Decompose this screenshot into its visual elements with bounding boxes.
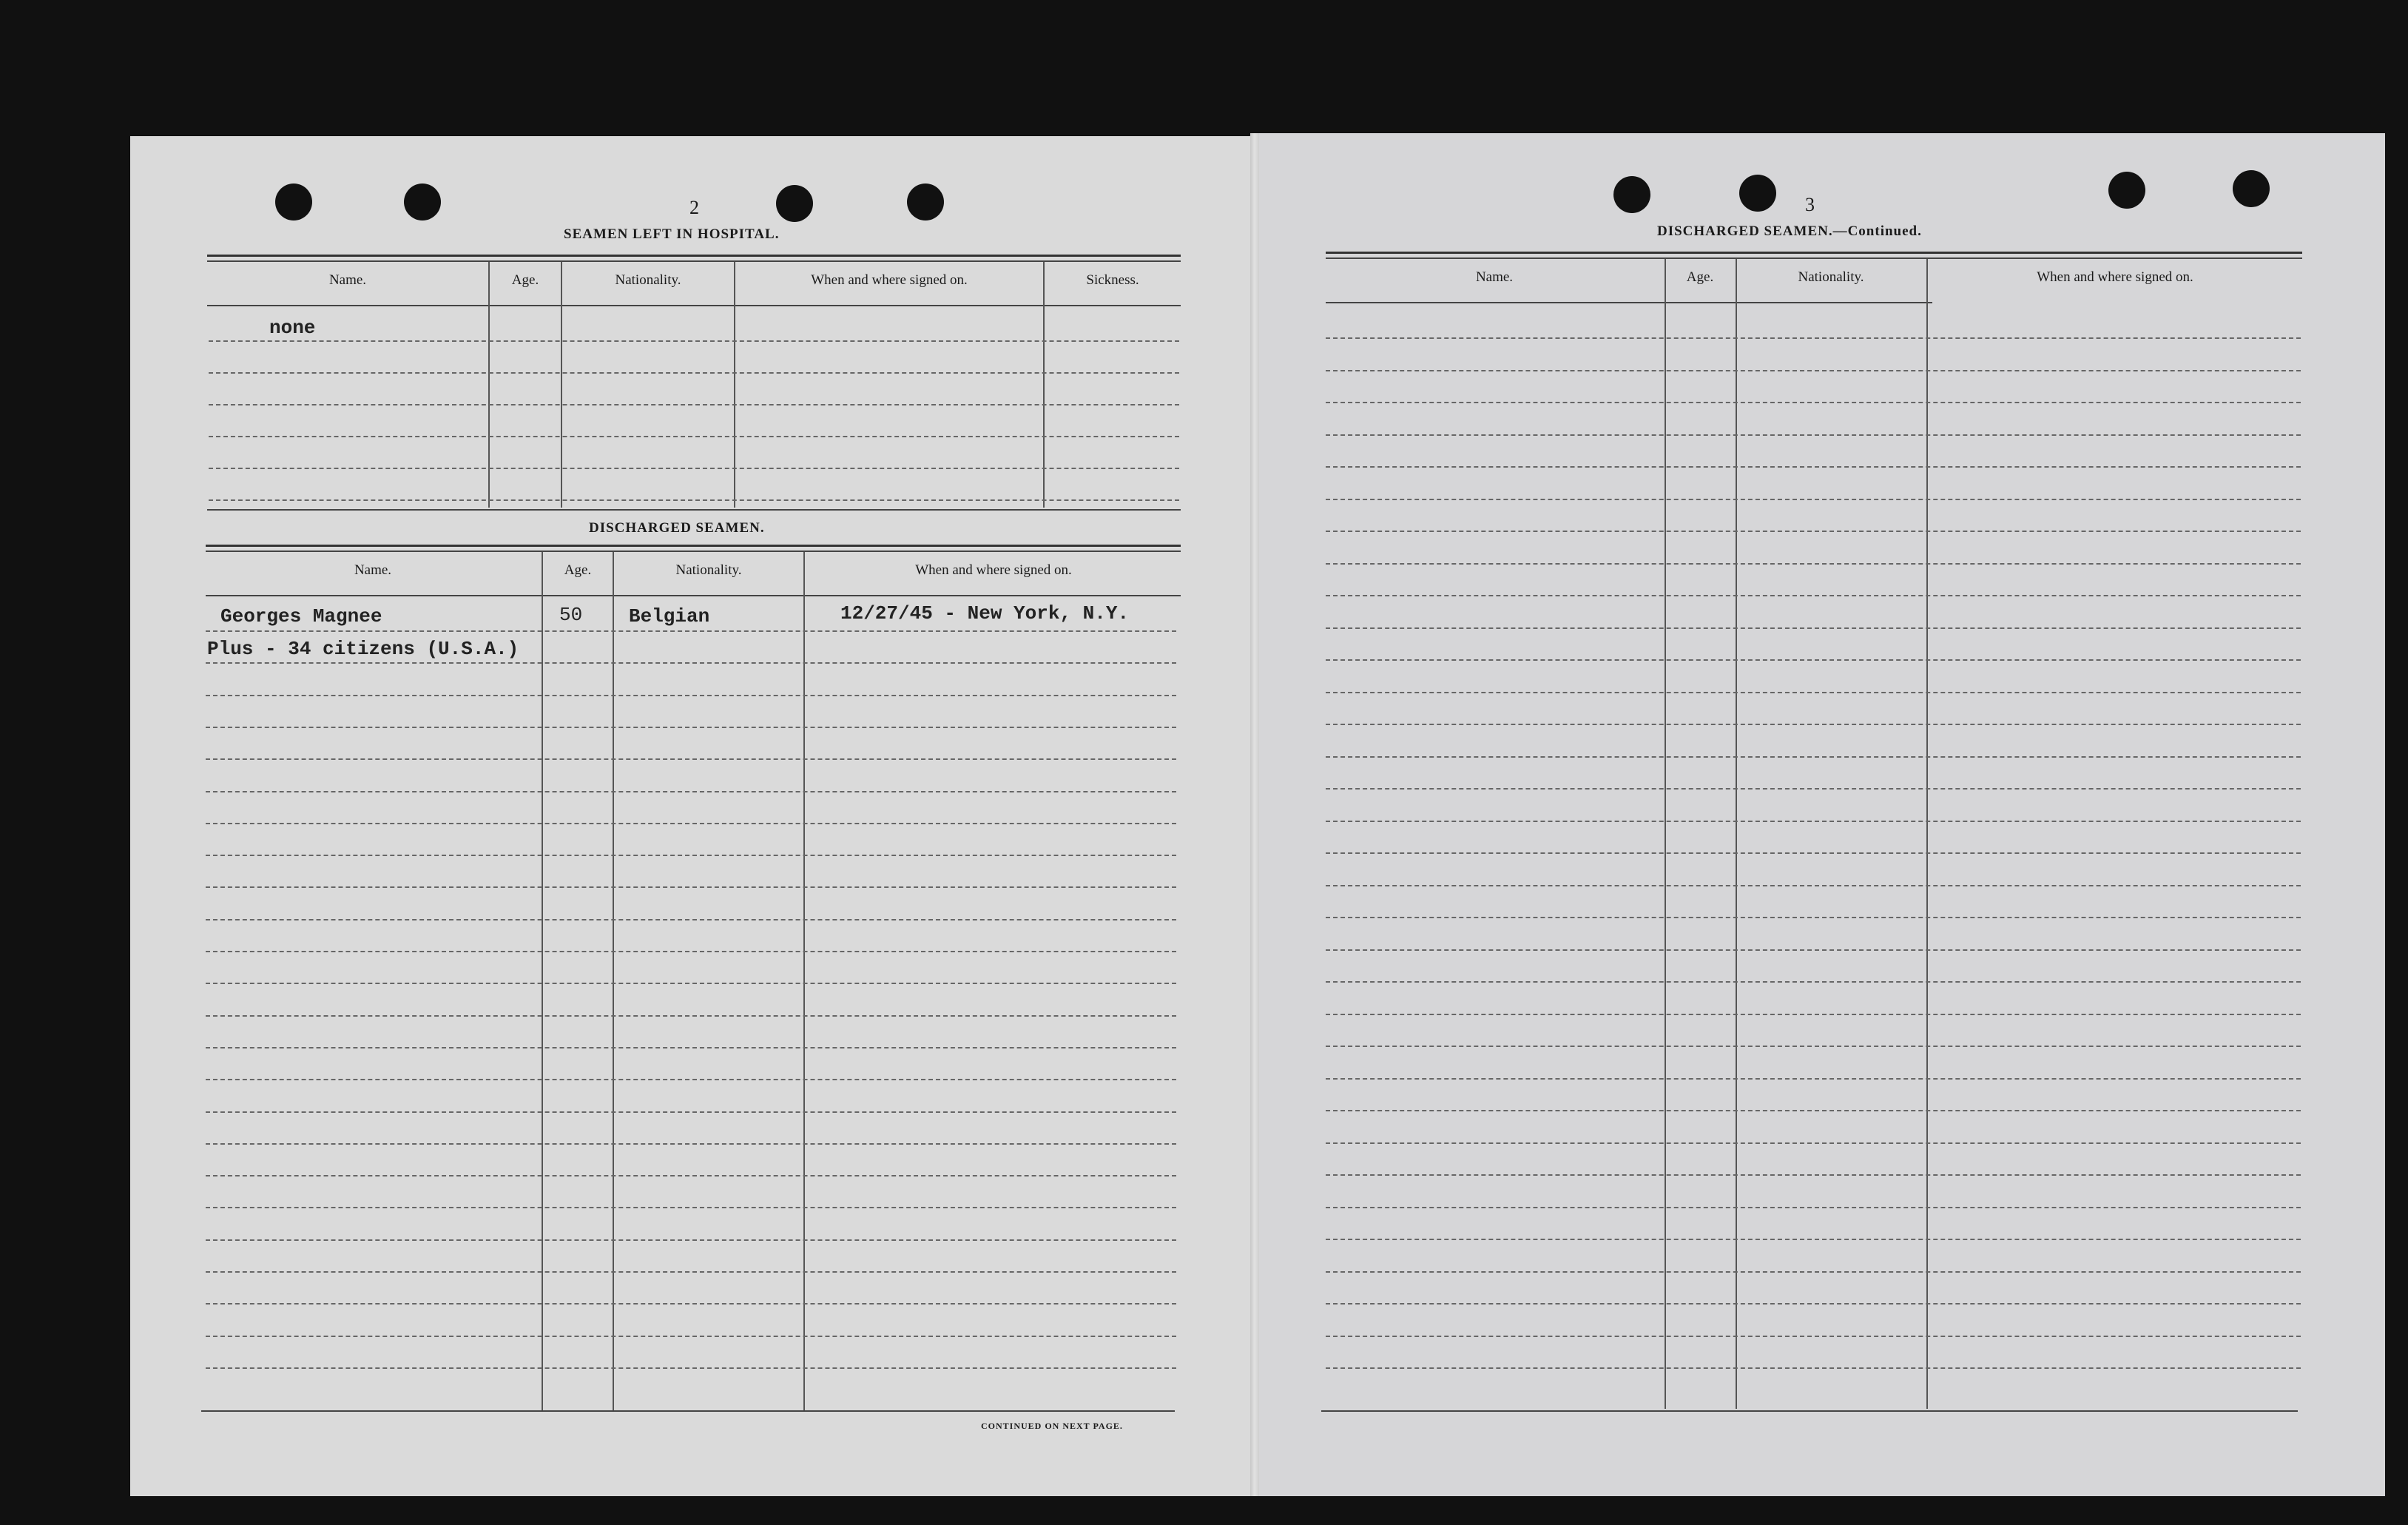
ruled-line xyxy=(206,1015,1176,1017)
ruled-line xyxy=(1326,627,2301,629)
ruled-line xyxy=(206,855,1176,856)
punch-hole xyxy=(404,184,441,220)
ruled-line xyxy=(1326,1046,2301,1047)
ruled-line xyxy=(206,1079,1176,1080)
ruled-line xyxy=(1326,885,2301,886)
column-line xyxy=(734,262,735,508)
column-line xyxy=(1665,259,1666,1409)
punch-hole xyxy=(776,185,813,222)
ruled-line xyxy=(209,499,1179,501)
ruled-line xyxy=(206,1239,1176,1241)
ruled-line xyxy=(209,436,1179,437)
ruled-line xyxy=(206,1047,1176,1048)
ruled-line xyxy=(206,662,1176,664)
column-line xyxy=(803,552,805,1410)
column-line xyxy=(1926,259,1928,1409)
col-header-age: Age. xyxy=(1686,269,1714,285)
col-header-age: Age. xyxy=(564,562,592,578)
punch-hole xyxy=(2233,170,2270,207)
ruled-line xyxy=(206,1367,1176,1369)
punch-hole xyxy=(1613,176,1650,213)
col-header-signed-on: When and where signed on. xyxy=(811,272,968,288)
col-header-name: Name. xyxy=(1475,269,1514,285)
ruled-line xyxy=(1326,1174,2301,1176)
ruled-line xyxy=(206,1336,1176,1337)
column-line xyxy=(1043,262,1045,508)
divider xyxy=(1326,257,2302,259)
divider xyxy=(207,260,1181,262)
ruled-line xyxy=(209,372,1179,374)
punch-hole xyxy=(275,184,312,220)
punch-hole xyxy=(907,184,944,220)
ruled-line xyxy=(206,886,1176,888)
column-line xyxy=(488,262,490,508)
ruled-line xyxy=(1326,949,2301,951)
col-header-name: Name. xyxy=(328,272,367,288)
ruled-line xyxy=(1326,466,2301,468)
divider xyxy=(206,551,1181,552)
ruled-line xyxy=(206,695,1176,696)
ruled-line xyxy=(206,983,1176,984)
ruled-line xyxy=(1326,852,2301,854)
ruled-line xyxy=(1326,1303,2301,1305)
continued-footer: CONTINUED ON NEXT PAGE. xyxy=(981,1421,1123,1431)
discharged-row-nationality: Belgian xyxy=(629,605,710,627)
ruled-line xyxy=(1326,1207,2301,1208)
col-header-sickness: Sickness. xyxy=(1086,272,1139,288)
ruled-line xyxy=(209,404,1179,405)
discharged-row-signed-on: 12/27/45 - New York, N.Y. xyxy=(840,602,1130,625)
ruled-line xyxy=(206,1303,1176,1305)
divider xyxy=(1326,252,2302,254)
ruled-line xyxy=(1326,1142,2301,1144)
divider xyxy=(207,255,1181,257)
ruled-line xyxy=(1326,788,2301,790)
column-line xyxy=(542,552,543,1410)
punch-hole xyxy=(2108,172,2145,209)
divider xyxy=(207,305,1181,306)
ruled-line xyxy=(206,727,1176,728)
ruled-line xyxy=(1326,370,2301,371)
ruled-line xyxy=(1326,1367,2301,1369)
punch-hole xyxy=(1739,175,1776,212)
discharged-row-name: Georges Magnee xyxy=(220,605,382,627)
col-header-nationality: Nationality. xyxy=(615,272,681,288)
citizens-note: Plus - 34 citizens (U.S.A.) xyxy=(207,638,519,660)
ruled-line xyxy=(209,340,1179,342)
ruled-line xyxy=(1326,659,2301,661)
page-number: 3 xyxy=(1805,194,1815,215)
discharged-row-age: 50 xyxy=(559,604,583,626)
ruled-line xyxy=(1326,402,2301,403)
ruled-line xyxy=(209,468,1179,469)
ruled-line xyxy=(206,1271,1176,1273)
ruled-line xyxy=(1326,981,2301,983)
ruled-line xyxy=(206,1207,1176,1208)
divider xyxy=(1321,1410,2298,1412)
column-line xyxy=(1736,259,1737,1409)
ruled-line xyxy=(1326,692,2301,693)
discharged-continued-title: DISCHARGED SEAMEN.—Continued. xyxy=(1657,223,1922,239)
col-header-age: Age. xyxy=(511,272,539,288)
column-line xyxy=(561,262,562,508)
ruled-line xyxy=(1326,337,2301,339)
col-header-nationality: Nationality. xyxy=(675,562,742,578)
ruled-line xyxy=(206,1111,1176,1113)
divider xyxy=(206,545,1181,547)
page-spine xyxy=(1250,133,1259,1496)
divider xyxy=(207,509,1181,511)
hospital-section-title: SEAMEN LEFT IN HOSPITAL. xyxy=(564,226,780,242)
ruled-line xyxy=(1326,1336,2301,1337)
ruled-line xyxy=(1326,1239,2301,1240)
divider xyxy=(201,1410,1175,1412)
ruled-line xyxy=(1326,821,2301,822)
ruled-line xyxy=(1326,434,2301,436)
ruled-line xyxy=(1326,1110,2301,1111)
ruled-line xyxy=(206,919,1176,920)
column-line xyxy=(613,552,614,1410)
col-header-signed-on: When and where signed on. xyxy=(915,562,1072,578)
ruled-line xyxy=(1326,563,2301,565)
ruled-line xyxy=(1326,531,2301,532)
ruled-line xyxy=(1326,917,2301,918)
divider xyxy=(1326,302,1932,303)
ruled-line xyxy=(1326,724,2301,725)
ruled-line xyxy=(1326,1271,2301,1273)
ruled-line xyxy=(206,630,1176,632)
ruled-line xyxy=(206,758,1176,760)
ruled-line xyxy=(206,1175,1176,1176)
ruled-line xyxy=(206,951,1176,952)
col-header-signed-on: When and where signed on. xyxy=(2037,269,2193,285)
discharged-section-title: DISCHARGED SEAMEN. xyxy=(589,520,765,536)
ruled-line xyxy=(206,1143,1176,1145)
ruled-line xyxy=(1326,595,2301,596)
ruled-line xyxy=(1326,499,2301,500)
col-header-nationality: Nationality. xyxy=(1798,269,1864,285)
ruled-line xyxy=(1326,1014,2301,1015)
page-number: 2 xyxy=(689,197,699,218)
ruled-line xyxy=(1326,1078,2301,1080)
ruled-line xyxy=(206,823,1176,824)
ruled-line xyxy=(1326,756,2301,758)
hospital-entry: none xyxy=(269,317,316,339)
divider xyxy=(206,595,1181,596)
col-header-name: Name. xyxy=(354,562,392,578)
ruled-line xyxy=(206,791,1176,792)
